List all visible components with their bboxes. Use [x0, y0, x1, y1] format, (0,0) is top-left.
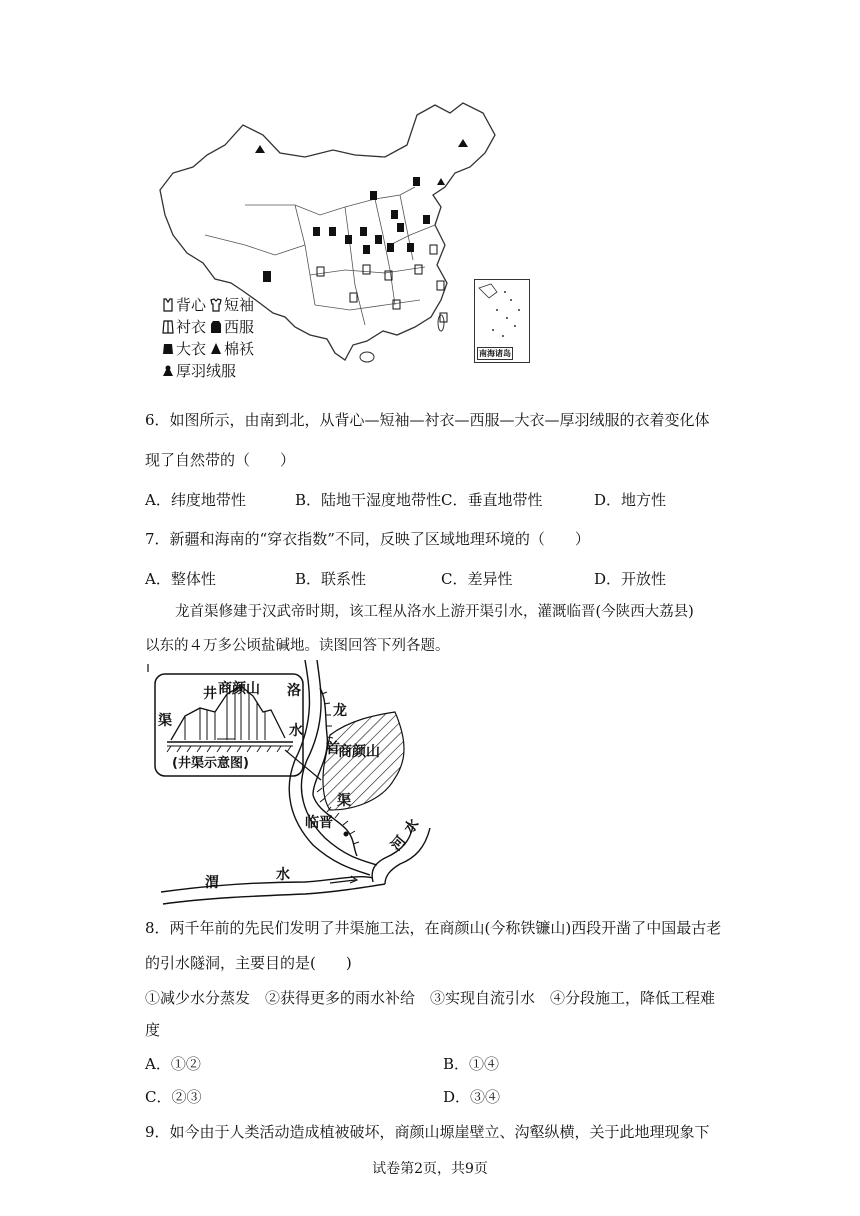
label-shangyanshan: 商颜山 — [338, 744, 380, 760]
question-6-line2: 现了自然带的（ ） — [145, 451, 296, 469]
label-he-shui: 水 — [401, 816, 423, 838]
question-7-line1: 7．新疆和海南的“穿衣指数”不同，反映了区域地理环境的（ ） — [145, 530, 590, 548]
canal-map-drawing — [145, 660, 465, 905]
question-8-option-c[interactable]: C．②③ — [145, 1088, 202, 1106]
label-long-3: 渠 — [337, 793, 351, 809]
question-6-line1: 6．如图所示，由南到北，从背心—短袖—衬衣—西服—大衣—厚羽绒服的衣着变化体 — [145, 411, 710, 429]
legend-coat: 大衣 — [162, 340, 206, 358]
legend-vest: 背心 — [162, 296, 206, 314]
longshou-canal-figure — [145, 660, 465, 905]
question-8-option-a[interactable]: A．①② — [145, 1055, 201, 1073]
inset-caption: (井渠示意图) — [172, 756, 249, 771]
question-6-option-a[interactable]: A．纬度地带性 — [145, 491, 246, 509]
question-7-option-c[interactable]: C．差异性 — [441, 570, 513, 588]
question-6-option-b[interactable]: B．陆地干湿度地带性 — [295, 491, 442, 509]
question-8-option-b[interactable]: B．①④ — [443, 1055, 500, 1073]
passage-line1: 龙首渠修建于汉武帝时期，该工程从洛水上游开渠引水，灌溉临晋(今陕西大荔县) — [175, 604, 694, 620]
legend-tshirt: 短袖 — [210, 296, 254, 314]
label-luo-1: 洛 — [287, 683, 301, 699]
label-luo-2: 水 — [289, 723, 303, 739]
shirt-icon — [162, 320, 174, 334]
coat-icon — [162, 342, 174, 356]
question-8-option-d[interactable]: D．③④ — [443, 1088, 501, 1106]
label-long-2: 首 — [326, 741, 340, 757]
question-8-line2: 的引水隧洞，主要目的是( ) — [145, 954, 352, 972]
question-8-line1: 8．两千年前的先民们发明了井渠施工法，在商颜山(今称铁镰山)西段开凿了中国最古老 — [145, 919, 722, 937]
question-6-option-c[interactable]: C．垂直地带性 — [441, 491, 543, 509]
question-9-line1: 9．如今由于人类活动造成植被破坏，商颜山塬崖壁立、沟壑纵横，关于此地理现象下 — [145, 1123, 710, 1141]
legend-suit: 西服 — [210, 318, 254, 336]
passage-line2: 以东的４万多公顷盐碱地。读图回答下列各题。 — [145, 638, 450, 654]
question-8-line4: 度 — [145, 1021, 161, 1039]
vest-icon — [162, 298, 174, 312]
south-china-sea-inset — [474, 279, 530, 363]
legend-shirt: 衬衣 — [162, 318, 206, 336]
inset-label-well: 井 — [203, 686, 217, 702]
legend-padded-jacket: 棉袄 — [210, 340, 254, 358]
label-linjin: 临晋 — [305, 815, 333, 831]
inset-label: 南海诸岛 — [479, 349, 511, 358]
question-7-option-d[interactable]: D．开放性 — [594, 570, 667, 588]
question-6-option-d[interactable]: D．地方性 — [594, 491, 667, 509]
label-he: 河 — [388, 833, 410, 855]
inset-label-canal: 渠 — [158, 713, 172, 729]
suit-icon — [210, 320, 222, 334]
question-7-option-a[interactable]: A．整体性 — [145, 570, 216, 588]
tshirt-icon — [210, 298, 222, 312]
inset-islands — [475, 280, 529, 350]
down-jacket-icon — [162, 364, 174, 378]
label-wei-shui: 水 — [276, 867, 290, 883]
legend-down-jacket: 厚羽绒服 — [162, 362, 236, 380]
page-footer: 试卷第2页，共9页 — [372, 1161, 488, 1177]
label-wei: 渭 — [205, 875, 219, 891]
question-7-option-b[interactable]: B．联系性 — [295, 570, 367, 588]
inset-label-mountain: 商颜山 — [218, 681, 260, 697]
question-8-line3: ①减少水分蒸发 ②获得更多的雨水补给 ③实现自流引水 ④分段施工，降低工程难 — [145, 989, 716, 1007]
padded-jacket-icon — [210, 342, 222, 356]
label-long-1: 龙 — [333, 703, 347, 719]
